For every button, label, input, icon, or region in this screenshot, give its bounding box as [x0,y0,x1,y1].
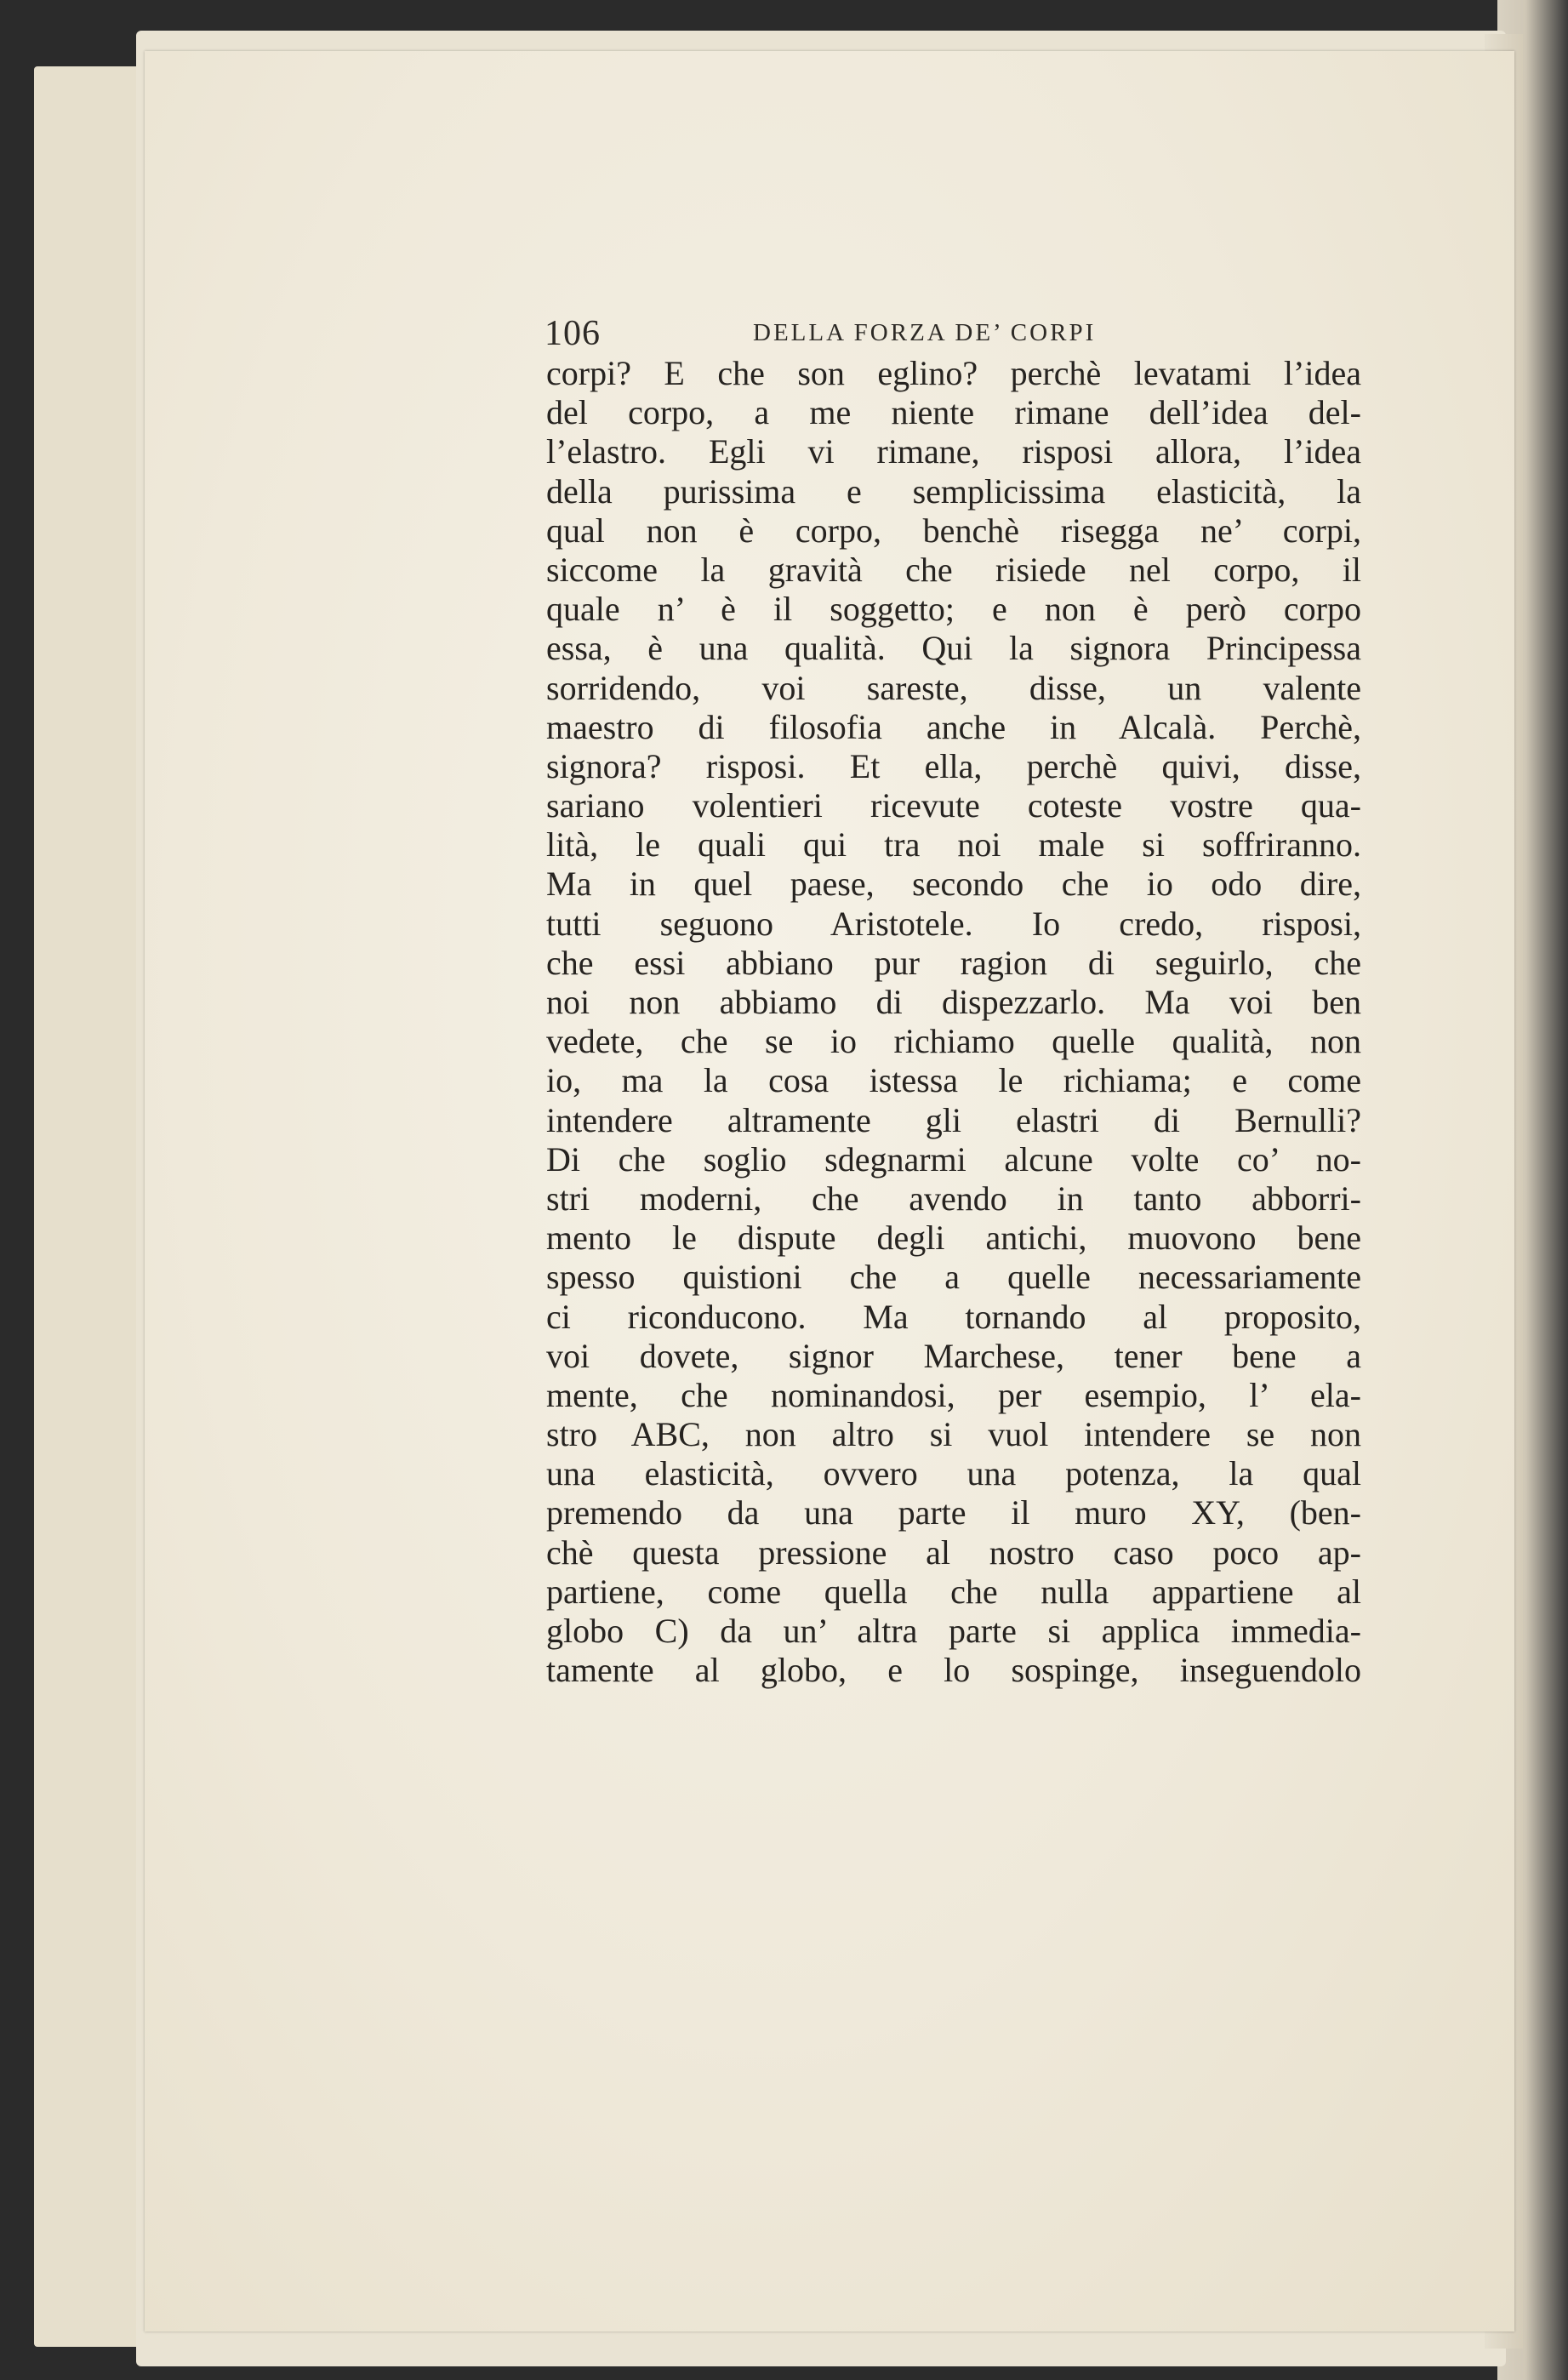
text-line: l’elastro. Egli vi rimane, risposi allora, l’idea [546,432,1361,471]
running-head [545,313,1361,356]
text-line: stri moderni, che avendo in tanto abborri- [546,1179,1361,1218]
text-line: premendo da una parte il muro XY, (ben- [546,1493,1361,1532]
text-line: Ma in quel paese, secondo che io odo dire, [546,865,1361,904]
text-line: corpi? E che son eglino? perchè levatami l’idea [546,354,1361,392]
text-line: ci riconducono. Ma tornando al proposito, [546,1297,1361,1336]
text-line: noi non abbiamo di dispezzarlo. Ma voi ben [546,983,1361,1021]
body-text [546,354,1361,1690]
text-line: intendere altramente gli elastri di Bernulli? [546,1100,1361,1139]
text-line: mente, che nominandosi, per esempio, l’ ela- [546,1375,1361,1414]
text-line: essa, è una qualità. Qui la signora Principessa [546,629,1361,668]
text-line: partiene, come quella che nulla appartiene al [546,1572,1361,1611]
text-line: signora? risposi. Et ella, perchè quivi, disse, [546,746,1361,785]
text-line: globo C) da un’ altra parte si applica immedia- [546,1612,1361,1650]
text-line: chè questa pressione al nostro caso poco ap- [546,1532,1361,1572]
text-line: quale n’ è il soggetto; e non è però corpo [546,590,1361,629]
text-line: maestro di filosofia anche in Alcalà. Perchè, [546,707,1361,746]
text-line: vedete, che se io richiamo quelle qualità, non [546,1022,1361,1061]
text-line: Di che soglio sdegnarmi alcune volte co’ no- [546,1139,1361,1179]
text-line: tamente al globo, e lo sospinge, inseguendolo [546,1651,1361,1690]
text-line: voi dovete, signor Marchese, tener bene a [546,1336,1361,1375]
running-head-title: DELLA FORZA DE’ CORPI [753,319,1097,346]
text-line: io, ma la cosa istessa le richiama; e come [546,1061,1361,1100]
text-line: tutti seguono Aristotele. Io credo, risposi, [546,904,1361,943]
text-line: della purissima e semplicissima elasticità, la [546,471,1361,511]
text-line: sariano volentieri ricevute coteste vostre qua- [546,786,1361,825]
text-line: sorridendo, voi sareste, disse, un valente [546,668,1361,707]
page-number: 106 [545,314,601,353]
text-line: mento le dispute degli antichi, muovono bene [546,1219,1361,1258]
text-line: una elasticità, ovvero una potenza, la qual [546,1454,1361,1493]
text-line: siccome la gravità che risiede nel corpo, il [546,550,1361,589]
text-line: spesso quistioni che a quelle necessariamente [546,1258,1361,1297]
text-line: stro ABC, non altro si vuol intendere se non [546,1415,1361,1454]
text-line: lità, le quali qui tra noi male si soffriranno. [546,825,1361,865]
text-line: del corpo, a me niente rimane dell’idea del- [546,393,1361,432]
text-line: che essi abbiano pur ragion di seguirlo, che [546,943,1361,982]
text-line: qual non è corpo, benchè risegga ne’ corpi, [546,511,1361,550]
